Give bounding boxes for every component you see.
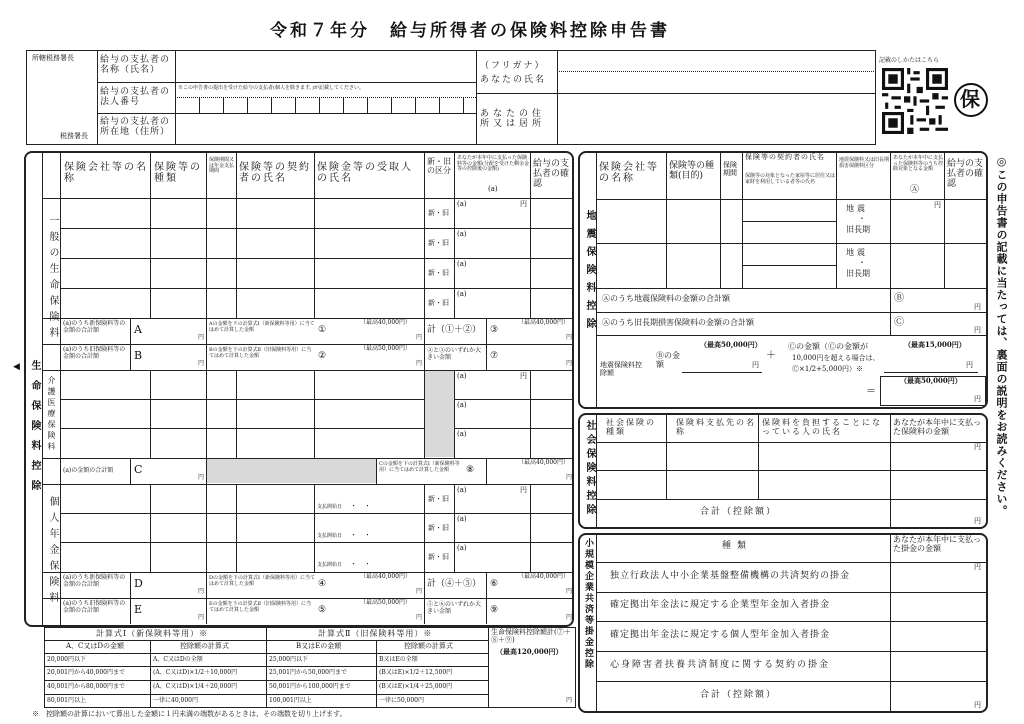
life-col-confirm: 給与の支払者の確認 <box>533 159 570 189</box>
small-item: 確定拠出年金法に規定する企業型年金加入者掛金 <box>610 600 831 610</box>
small-section-label: 小規模企業共済等掛金控除 <box>583 538 593 670</box>
life-col-recipient: 保険金等の受取人の氏名 <box>317 162 413 184</box>
yen-unit: 円 <box>566 614 573 621</box>
life-col-company: 保険会社等の名称 <box>64 162 148 184</box>
your-name-label: あなたの氏名 <box>480 75 547 85</box>
c-gray-area <box>207 459 376 483</box>
stamp-char: 保 <box>960 87 980 111</box>
max-40000: （最高40,000円） <box>360 319 411 326</box>
yen-unit: 円 <box>974 701 981 709</box>
sum-old-b-label: (a)のうち旧保険料等の金額の合計額 <box>63 346 126 360</box>
amount-a-mark: (a) <box>457 515 467 523</box>
kind-mid: ・ <box>858 214 866 223</box>
mark-c: Ⓒ <box>894 317 904 328</box>
newold-gray-area <box>425 371 454 457</box>
max-50000: （最高50,000円） <box>700 340 762 349</box>
kind-old: 旧長期 <box>846 225 870 234</box>
life-col-type: 保険等の種類 <box>154 162 202 184</box>
life-section-label: 生命保険料控除 <box>29 360 40 500</box>
calc2-e-label: Eの金額を下の計算式Ⅱ（旧保険料等用）に当てはめて計算した金額 <box>209 601 312 613</box>
formula2-title: 計算式Ⅱ（旧保険料等用）※ <box>318 629 433 638</box>
c-formula-3: Ⓒ×1/2+5,000円）※ <box>792 365 864 373</box>
circ-6: ⑥ <box>490 579 499 589</box>
yen-unit: 円 <box>520 372 527 380</box>
amount-a-mark: (a) <box>457 544 467 552</box>
larger-23: ②と③のいずれか大きい金額 <box>427 347 482 361</box>
sum-new-a-label: (a)のうち新保険料等の金額の合計額 <box>63 320 126 334</box>
small-item: 心身障害者扶養共済制度に関する契約の掛金 <box>610 660 831 670</box>
newold-cell: 新・旧 <box>428 495 449 503</box>
formula1-row: 20,001円から40,000円まで <box>47 669 125 676</box>
yen-unit: 円 <box>566 474 573 481</box>
quake-col-target: 保険等の対象となった家屋等に居住又は家財を利用している者等の氏名 <box>745 173 836 185</box>
max-40000: （最高40,000円） <box>518 319 569 326</box>
yen-unit: 円 <box>974 326 981 334</box>
small-total-label: 合計（控除額） <box>700 690 778 700</box>
letter-b: B <box>134 349 143 362</box>
newold-cell: 新・旧 <box>428 239 449 247</box>
yen-unit: 円 <box>974 517 981 525</box>
circ-5: ⑤ <box>318 605 327 615</box>
small-item: 独立行政法人中小企業基盤整備機構の共済契約の掛金 <box>610 571 851 581</box>
newold-cell: 新・旧 <box>428 209 449 217</box>
nursing-label: 介護医療保険料 <box>47 376 56 453</box>
max-15000: （最高15,000円） <box>904 340 966 349</box>
tax-office-suffix: 税務署長 <box>60 132 88 140</box>
yen-unit: 円 <box>974 563 981 571</box>
yen-unit: 円 <box>566 697 573 704</box>
life-arrow-icon: ◀ <box>13 362 20 372</box>
sum-c-label: (a)の金額の合計額 <box>63 467 114 474</box>
amount-a-mark: (a) <box>457 230 467 238</box>
formula1-head-a: A、C又はDの金額 <box>66 642 125 650</box>
b-of-amount: Ⓑの金額 <box>656 351 680 369</box>
sum-quake-label: Ⓐのうち地震保険料の金額の合計額 <box>602 294 730 303</box>
quake-col-period: 保険期間 <box>723 161 737 177</box>
max-50000: （最高50,000円） <box>360 345 411 352</box>
formula2-row: 25,001円から50,000円まで <box>269 669 347 676</box>
small-business-section <box>578 533 988 713</box>
sum-old-label: Ⓐのうち旧長期損害保険料の金額の合計額 <box>602 318 754 327</box>
yen-unit: 円 <box>416 360 423 367</box>
quake-col-company: 保険会社等の名称 <box>599 162 659 184</box>
larger-56: ⑤と⑥のいずれか大きい金額 <box>427 601 482 615</box>
life-total-max: （最高120,000円） <box>496 647 563 656</box>
small-item: 確定拠出年金法に規定する個人型年金加入者掛金 <box>610 630 831 640</box>
sum-old-e-label: (a)のうち旧保険料等の金額の合計額 <box>63 600 126 614</box>
amount-a-mark: (a) <box>457 430 467 438</box>
dots: ・ ・ <box>350 560 371 568</box>
yen-unit: 円 <box>198 360 205 367</box>
formula2-head-b: 控除額の計算式 <box>404 642 453 650</box>
newold-cell: 新・旧 <box>428 553 449 561</box>
letter-c: C <box>134 463 143 476</box>
side-note: ◎この申告書の記載に当たっては、裏面の説明をお読みください。 <box>995 155 1008 517</box>
formula2-row: (B又はE)×1/2＋12,500円 <box>379 669 453 676</box>
annuity-label: 個人年金保険料 <box>47 496 58 608</box>
quake-col-kind: 地震保険料又は旧長期損害保険料区分 <box>839 157 890 169</box>
amount-a-mark: (a) <box>457 486 467 494</box>
c-formula-1: Ⓒの金額（Ⓒの金額が <box>788 342 868 351</box>
formula2-head-a: B又はEの金額 <box>296 642 342 650</box>
max-40000: （最高40,000円） <box>518 573 569 580</box>
yen-unit: 円 <box>974 303 981 311</box>
yen-unit: 円 <box>520 486 527 494</box>
kind-mid: ・ <box>858 258 866 267</box>
relation-label: 支払開始日 <box>317 562 343 568</box>
formula2-row: 100,001円以上 <box>269 697 312 704</box>
amount-a-mark: (a) <box>457 260 467 268</box>
formula1-row: 80,001円以上 <box>47 697 86 704</box>
amount-a-mark: (a) <box>457 401 467 409</box>
life-total-label: 生命保険料控除額計(⑦＋⑧＋⑨) <box>491 628 571 644</box>
yen-unit: 円 <box>416 334 423 341</box>
amount-a-mark: (a) <box>457 200 467 208</box>
max-50000: （最高50,000円） <box>900 376 962 385</box>
plus-sign: ＋ <box>766 350 776 361</box>
life-col-amount-mark: (a) <box>488 185 498 193</box>
small-col-kind: 種類 <box>722 541 753 551</box>
calc1-a-label: Aの金額を下の計算式Ⅰ（新保険料等用）に当てはめて計算した金額 <box>209 321 315 333</box>
circ-4: ④ <box>318 579 327 589</box>
newold-cell: 新・旧 <box>428 269 449 277</box>
letter-e: E <box>134 603 143 616</box>
circ-2: ② <box>318 351 327 361</box>
relation-label: 支払開始日 <box>317 533 343 539</box>
life-insurance-section <box>24 151 574 627</box>
formula1-row: 20,000円以下 <box>47 656 86 663</box>
formula1-row: 40,001円から80,000円まで <box>47 683 125 690</box>
qr-code-icon <box>882 68 948 134</box>
formula2-row: B又はEの全額 <box>379 656 418 663</box>
dots: ・ ・ <box>350 502 371 510</box>
max-50000: （最高50,000円） <box>360 599 411 606</box>
max-40000: （最高40,000円） <box>360 573 411 580</box>
formula2-row: 50,001円から100,000円まで <box>269 683 351 690</box>
life-col-period: 保険期間又は年金支払期間 <box>209 157 235 174</box>
page-title: 令和７年分 給与所得者の保険料控除申告書 <box>270 21 670 41</box>
life-col-contractor: 保険等の契約者の氏名 <box>239 162 311 184</box>
yen-unit: 円 <box>566 360 573 367</box>
sum-new-d-label: (a)のうち新保険料等の金額の合計額 <box>63 574 126 588</box>
yen-unit: 円 <box>198 614 205 621</box>
furigana-label: （フリガナ） <box>480 61 546 71</box>
newold-cell: 新・旧 <box>428 524 449 532</box>
circ-1: ① <box>318 325 327 335</box>
amount-a-mark: (a) <box>457 290 467 298</box>
amount-a-mark: (a) <box>457 372 467 380</box>
life-col-newold: 新・旧の区分 <box>427 157 451 175</box>
max-40000: （最高40,000円） <box>518 459 569 466</box>
calc1-c-label: Cの金額を下の計算式Ⅰ（新保険料等用）に当てはめて計算した金額 <box>379 461 460 473</box>
yen-unit: 円 <box>974 395 981 403</box>
total-45: 計（④＋⑤） <box>427 579 482 589</box>
social-col-bearer: 保険料を負担することになっている人の氏名 <box>762 418 882 436</box>
letter-a: A <box>134 323 142 336</box>
yen-unit: 円 <box>974 443 981 451</box>
payer-name-label: 給与の支払者の名称（氏名） <box>100 55 171 75</box>
letter-d: D <box>134 577 143 590</box>
tax-office-label: 所轄税務署長 <box>32 54 74 62</box>
quake-col-amount-mark: Ⓐ <box>910 185 920 195</box>
yen-unit: 円 <box>198 334 205 341</box>
yen-unit: 円 <box>566 588 573 595</box>
formula2-row: 25,000円以下 <box>269 656 308 663</box>
formula2-row: 一律に50,000円 <box>379 697 424 704</box>
kind-quake: 地震 <box>846 204 868 213</box>
yen-unit: 円 <box>520 200 527 208</box>
payer-number-note: ※この申告書の提出を受けた給与の支払者(個人を除きます。)が記載してください。 <box>178 85 365 91</box>
qr-caption: 記載のしかたはこちら <box>879 57 940 64</box>
social-col-kind: 社会保険の種類 <box>606 418 656 436</box>
quake-col-confirm: 給与の支払者の確認 <box>947 159 984 189</box>
quake-col-amount: あなたが本年中に支払った保険料等のうち控除対象となる金額 <box>893 155 944 172</box>
social-col-payee: 保険料支払先の名称 <box>676 418 756 436</box>
social-total-label: 合計（控除額） <box>700 507 778 517</box>
formula1-row: (A、C又はD)×1/4＋20,000円 <box>153 683 238 690</box>
relation-label: 支払開始日 <box>317 504 343 510</box>
quake-col-contractor: 保険等の契約者の氏名 <box>745 153 825 161</box>
payer-address-label: 給与の支払者の所在地（住所） <box>100 117 171 137</box>
yen-unit: 円 <box>416 614 423 621</box>
yen-unit: 円 <box>966 361 973 369</box>
equals-sign: ＝ <box>866 386 876 397</box>
formula1-row: (A、C又はD)×1/2＋10,000円 <box>153 669 238 676</box>
kind-quake: 地震 <box>846 248 868 257</box>
payer-number-label: 給与の支払者の法人番号 <box>100 87 171 107</box>
footnote: ※ 控除額の計算において算出した金額に１円未満の端数があるときは、その端数を切り上げます。 <box>32 710 347 718</box>
life-col-amount: あなたが本年中に支払った保険料等の金額(分配を受けた剰余金等の控除後の金額) <box>457 155 529 172</box>
social-col-amount: あなたが本年中に支払った保険料の金額 <box>893 418 981 436</box>
calc1-d-label: Dの金額を下の計算式Ⅰ（新保険料等用）に当てはめて計算した金額 <box>209 575 315 587</box>
formula1-row: 一律に40,000円 <box>153 697 198 704</box>
c-formula-2: 10,000円を超える場合は、 <box>792 354 880 362</box>
yen-unit: 円 <box>198 588 205 595</box>
yen-unit: 円 <box>752 361 759 369</box>
quake-ded-label: 地震保険料控除額 <box>600 361 642 377</box>
formula1-title: 計算式Ⅰ（新保険料等用）※ <box>96 629 209 638</box>
dots: ・ ・ <box>350 531 371 539</box>
mark-b: Ⓑ <box>894 293 904 304</box>
your-address-label: あなたの住所又は居所 <box>480 109 546 129</box>
circ-8: ⑧ <box>466 465 475 475</box>
earthquake-section-label: 地震保険料控除 <box>584 210 595 336</box>
general-label: 一般の生命保険料 <box>47 215 58 343</box>
circ-7: ⑦ <box>490 351 499 361</box>
yen-unit: 円 <box>566 334 573 341</box>
yen-unit: 円 <box>934 201 941 209</box>
yen-unit: 円 <box>416 588 423 595</box>
calc2-b-label: Bの金額を下の計算式Ⅱ（旧保険料等用）に当てはめて計算した金額 <box>209 347 312 359</box>
yen-unit: 円 <box>198 474 205 481</box>
formula2-row: (B又はE)×1/4＋25,000円 <box>379 683 453 690</box>
small-col-amount: あなたが本年中に支払った掛金の金額 <box>893 535 981 553</box>
formula1-head-b: 控除額の計算式 <box>180 642 229 650</box>
social-section-label: 社会保険料控除 <box>584 420 595 518</box>
quake-col-type: 保険等の種類(目的) <box>669 161 715 181</box>
kind-old: 旧長期 <box>846 269 870 278</box>
formula1-row: A、C又はDの全額 <box>153 656 203 663</box>
newold-cell: 新・旧 <box>428 299 449 307</box>
circ-9: ⑨ <box>490 605 499 615</box>
circ-3: ③ <box>490 325 499 335</box>
total-12: 計（①＋②） <box>427 325 482 335</box>
